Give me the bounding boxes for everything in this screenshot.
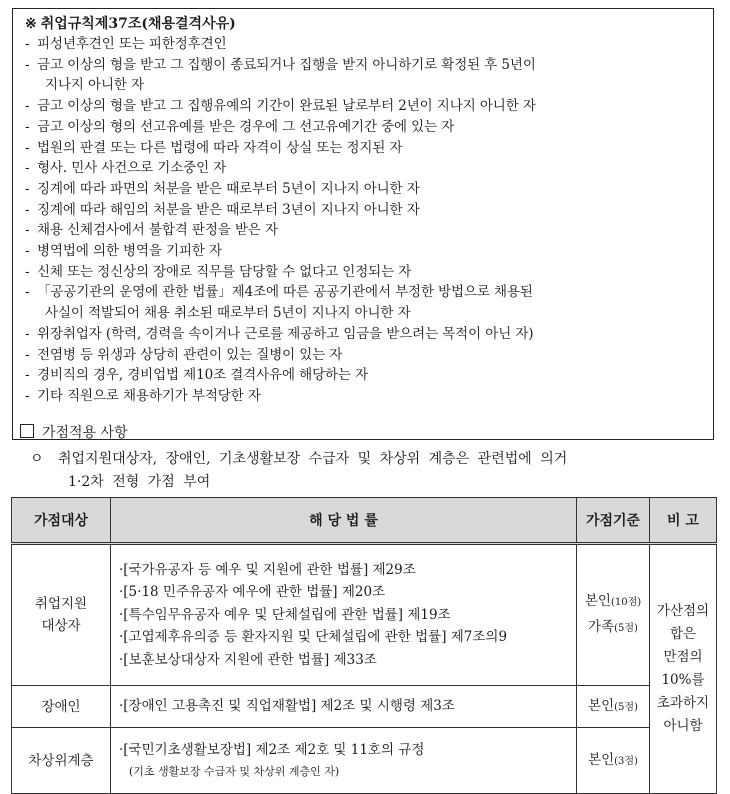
rule-text-continued: 사실이 적발되어 채용 취소된 때로부터 5년이 지나지 아니한 자 (45, 305, 411, 322)
dash-bullet-icon: - (25, 222, 30, 239)
law-item: ·[국가유공자 등 예우 및 지원에 관한 법률] 제29조 (119, 561, 416, 578)
law-item: ·[국민기초생활보장법] 제2조 제2호 및 11호의 규정 (119, 742, 425, 759)
rule-text: 금고 이상의 형을 받고 그 집행유예의 기간이 완료된 날로부터 2년이 지나지 아니한 자 (37, 98, 536, 115)
header-target: 가점대상 (12, 498, 111, 544)
rule-item (23, 55, 703, 96)
rules-title (25, 14, 703, 34)
header-note: 비 고 (650, 498, 717, 544)
rule-item (23, 138, 703, 159)
rules-list (23, 34, 703, 407)
cell-standard (577, 686, 650, 728)
cell-laws (111, 544, 577, 686)
dash-bullet-icon: - (25, 56, 30, 73)
rule-item (23, 324, 703, 345)
dash-bullet-icon: - (25, 36, 30, 52)
dash-bullet-icon: - (25, 263, 30, 280)
disqualification-rules-box (12, 8, 714, 440)
target-text: 대상자 (41, 618, 81, 634)
standard-who: 본인 (588, 697, 615, 714)
rule-text: 경비직의 경우, 경비업법 제10조 결격사유에 해당하는 자 (37, 367, 369, 384)
dash-bullet-icon: - (25, 346, 30, 363)
dash-bullet-icon: - (25, 284, 30, 301)
target-text: 취업지원 (34, 596, 88, 612)
rule-item (23, 34, 703, 55)
rule-item (23, 262, 703, 283)
bullet-circle-icon: ㅇ (30, 451, 44, 467)
rule-item (23, 96, 703, 117)
cell-target (12, 544, 111, 686)
rule-item (23, 386, 703, 407)
table-row (12, 544, 717, 686)
dash-bullet-icon: - (25, 387, 30, 404)
rule-item (23, 200, 703, 221)
checkbox-square-icon (20, 424, 34, 438)
rule-text-continued: 지나지 아니한 자 (45, 77, 144, 94)
dash-bullet-icon: - (25, 367, 30, 384)
standard-entry (577, 615, 649, 641)
note-text: 10%를 (661, 672, 705, 688)
rule-text: 기타 직원으로 채용하기가 부적당한 자 (37, 387, 261, 404)
section-heading-text: 가점적용 사항 (42, 425, 128, 441)
rule-text: 전염병 등 위생과 상당히 관련이 있는 질병이 있는 자 (37, 346, 343, 363)
rule-item (23, 117, 703, 138)
law-item: ·[5·18 민주유공자 예우에 관한 법률] 제20조 (119, 584, 386, 601)
cell-standard (577, 728, 650, 794)
target-text: 장애인 (41, 698, 81, 715)
dash-bullet-icon: - (25, 325, 30, 342)
standard-points: (10점) (610, 597, 642, 608)
note-text: 가산점의 (656, 603, 710, 619)
section-body-line1: 취업지원대상자, 장애인, 기초생활보장 수급자 및 차상위 계층은 관련법에 의거 (58, 451, 568, 467)
note-text: 초과하지 (656, 695, 710, 711)
cell-target (12, 728, 111, 794)
law-item: ·[특수임무유공자 예우 및 단체설립에 관한 법률] 제19조 (119, 606, 451, 623)
rule-text: 신체 또는 정신상의 장애로 직무를 담당할 수 없다고 인정되는 자 (37, 263, 412, 280)
dash-bullet-icon: - (25, 201, 30, 218)
standard-entry (577, 748, 649, 774)
standard-points: (5점) (614, 623, 638, 634)
cell-note (650, 544, 717, 794)
standard-points: (3점) (614, 755, 638, 767)
rule-text: 피성년후견인 또는 피한정후견인 (37, 36, 227, 52)
rule-item (23, 179, 703, 200)
rules-title-text: 취업규칙제37조(채용결격사유) (40, 16, 236, 32)
rule-item (23, 220, 703, 241)
dash-bullet-icon: - (25, 243, 30, 260)
table-header-row (12, 498, 717, 544)
rule-item (23, 241, 703, 262)
dash-bullet-icon: - (25, 160, 30, 177)
standard-who: 본인 (584, 593, 611, 609)
rule-text: 징계에 따라 해임의 처분을 받은 때로부터 3년이 지나지 아니한 자 (37, 201, 420, 218)
rule-text: 법원의 판결 또는 다른 법령에 따라 자격이 상실 또는 정지된 자 (37, 139, 403, 156)
header-law: 해 당 법 률 (111, 498, 577, 544)
standard-entry (577, 589, 649, 615)
standard-entry (577, 694, 649, 720)
law-note: (기초 생활보장 수급자 및 차상위 계층인 자) (129, 764, 340, 778)
dash-bullet-icon: - (25, 139, 30, 156)
cell-standard (577, 544, 650, 686)
law-item: ·[고엽제후유의증 등 환자지원 및 단체설립에 관한 법률] 제7조의9 (119, 629, 508, 646)
header-standard: 가점기준 (577, 498, 650, 544)
reference-mark: ※ (25, 16, 37, 32)
dash-bullet-icon: - (25, 98, 30, 115)
note-text: 합은 (669, 626, 697, 642)
dash-bullet-icon: - (25, 180, 30, 197)
rule-item (23, 345, 703, 366)
rule-text: 「공공기관의 운영에 관한 법률」제4조에 따른 공공기관에서 부정한 방법으로 채용된 (37, 284, 533, 301)
section-heading (20, 423, 128, 443)
rule-text: 금고 이상의 형을 받고 그 집행이 종료되거나 집행을 받지 아니하기로 확정된 후 5년이 (37, 56, 536, 73)
rule-text: 채용 신체검사에서 불합격 판정을 받은 자 (37, 222, 278, 239)
law-item: ·[보훈보상대상자 지원에 관한 법률] 제33조 (119, 651, 377, 668)
section-body-line2: 1·2차 전형 가점 부여 (68, 474, 211, 490)
rule-text: 징계에 따라 파면의 처분을 받은 때로부터 5년이 지나지 아니한 자 (37, 180, 420, 197)
law-item: ·[장애인 고용촉진 및 직업재활법] 제2조 및 시행령 제3조 (119, 698, 455, 715)
rule-text: 형사. 민사 사건으로 기소중인 자 (37, 160, 227, 177)
table-row (12, 686, 717, 728)
rule-text: 금고 이상의 형의 선고유예를 받은 경우에 그 선고유예기간 중에 있는 자 (37, 118, 455, 135)
rule-item (23, 158, 703, 179)
target-text: 차상위계층 (28, 752, 94, 769)
note-text: 만점의 (663, 649, 703, 665)
rule-item (23, 365, 703, 386)
table-row (12, 728, 717, 794)
note-text: 아니함 (663, 718, 703, 734)
table-body (12, 544, 717, 794)
dash-bullet-icon: - (25, 118, 30, 135)
rule-text: 위장취업자 (학력, 경력을 속이거나 근로를 제공하고 임금을 받으려는 목적이 아닌 자) (37, 325, 534, 342)
bonus-points-table (11, 497, 717, 794)
standard-who: 가족 (588, 619, 615, 635)
cell-laws (111, 728, 577, 794)
rule-text: 병역법에 의한 병역을 기피한 자 (37, 243, 222, 260)
cell-laws (111, 686, 577, 728)
standard-points: (5점) (614, 701, 638, 713)
standard-who: 본인 (588, 751, 615, 768)
cell-target (12, 686, 111, 728)
rule-item (23, 282, 703, 323)
